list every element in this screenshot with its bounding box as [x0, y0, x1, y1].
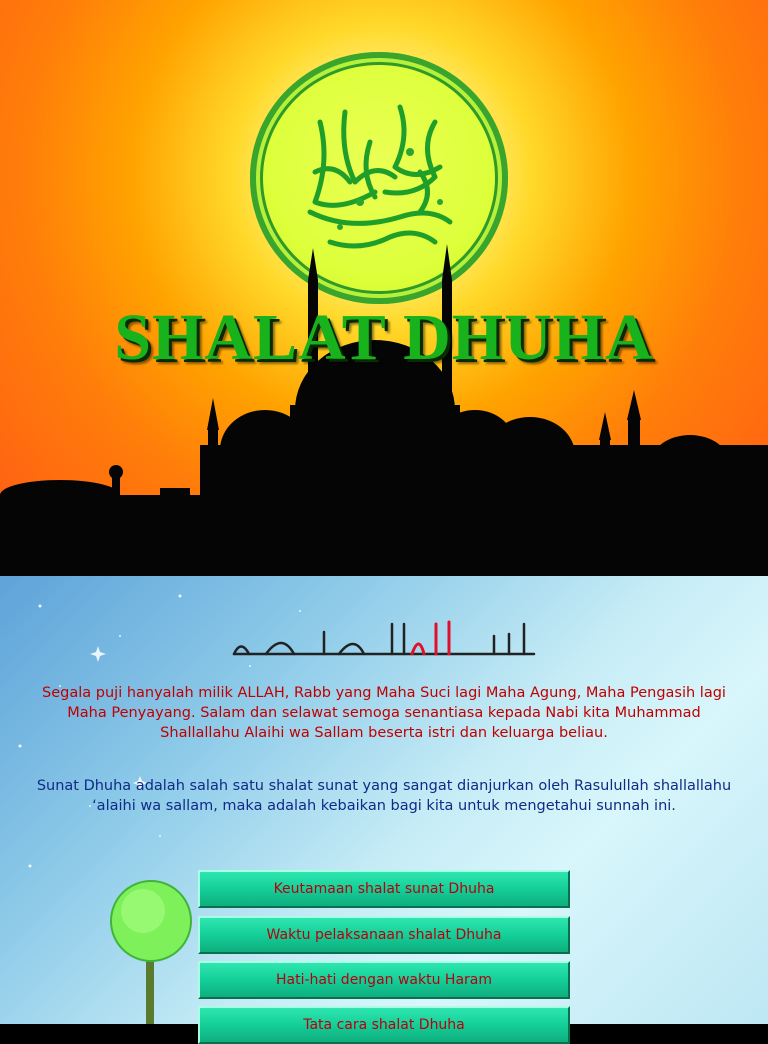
menu-button-tata-cara[interactable]: Tata cara shalat Dhuha: [198, 1006, 570, 1044]
menu-button-waktu-haram[interactable]: Hati-hati dengan waktu Haram: [198, 961, 570, 999]
mosque-silhouette-icon: [0, 240, 768, 576]
slide-title: SHALAT DHUHA: [114, 301, 654, 374]
intro-paragraph-praise: Segala puji hanyalah milik ALLAH, Rabb yang Maha Suci lagi Maha Agung, Maha Pengasih lagi Maha Penyayang. Salam dan selawat semoga senantiasa kepada Nabi kita Muhammad Shallallahu Alaihi wa Sallam beserta istri dan keluarga beliau.: [42, 685, 726, 741]
menu-button-keutamaan[interactable]: Keutamaan shalat sunat Dhuha: [198, 870, 570, 908]
bismillah-calligraphy-icon: [224, 616, 544, 666]
menu-button-waktu[interactable]: Waktu pelaksanaan shalat Dhuha: [198, 916, 570, 954]
intro-paragraph-dhuha: Sunat Dhuha adalah salah satu shalat sunat yang sangat dianjurkan oleh Rasulullah shallallahu ‘alaihi wa sallam, maka adalah kebaikan bagi kita untuk mengetahui sunnah ini.: [36, 778, 732, 814]
tree-icon: [108, 876, 198, 1024]
intro-slide: [0, 576, 768, 1033]
